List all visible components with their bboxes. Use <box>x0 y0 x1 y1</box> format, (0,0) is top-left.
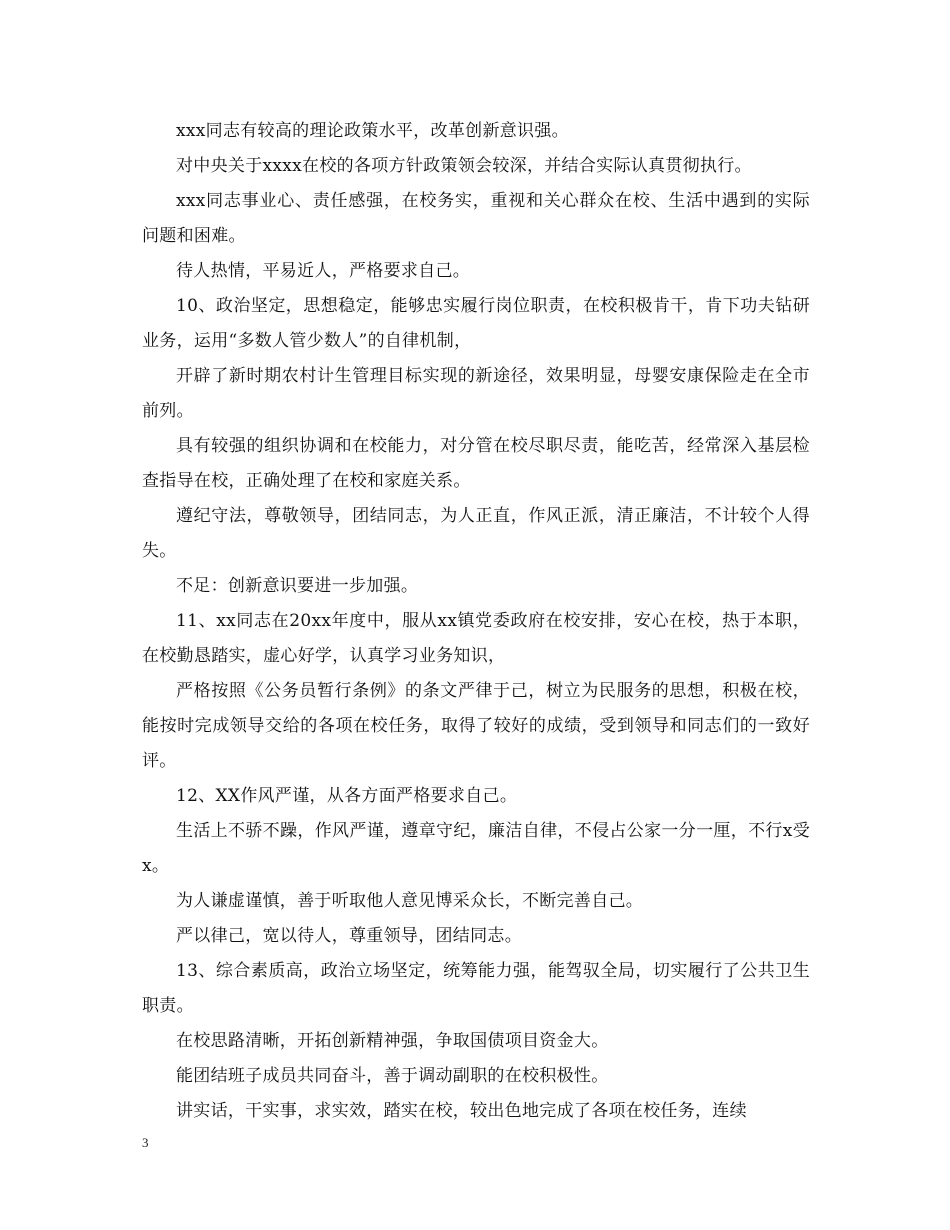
paragraph-9: 不足：创新意识要进一步加强。 <box>176 576 419 596</box>
paragraph-2: 对中央关于xxxx在校的各项方针政策领会较深，并结合实际认真贯彻执行。 <box>176 156 752 176</box>
paragraph-16: 13、综合素质高，政治立场坚定，统筹能力强，能驾驭全局，切实履行了公共卫生职责。 <box>142 961 810 1016</box>
paragraph-17: 在校思路清晰，开拓创新精神强，争取国债项目资金大。 <box>176 1031 609 1051</box>
paragraph-8: 遵纪守法，尊敬领导，团结同志，为人正直，作风正派，清正廉洁，不计较个人得失。 <box>142 506 810 561</box>
paragraph-13: 生活上不骄不躁，作风严谨，遵章守纪，廉洁自律，不侵占公家一分一厘，不行x受x。 <box>142 821 810 876</box>
paragraph-5: 10、政治坚定，思想稳定，能够忠实履行岗位职责，在校积极肯干，肯下功夫钻研业务，运用“多数人管少数人”的自律机制， <box>142 296 810 351</box>
paragraph-6: 开辟了新时期农村计生管理目标实现的新途径，效果明显，母婴安康保险走在全市前列。 <box>142 366 810 421</box>
paragraph-14: 为人谦虚谨慎，善于听取他人意见博采众长，不断完善自己。 <box>176 891 644 911</box>
paragraph-7: 具有较强的组织协调和在校能力，对分管在校尽职尽责，能吃苦，经常深入基层检查指导在校，正确处理了在校和家庭关系。 <box>142 436 810 491</box>
document-body <box>142 114 810 1129</box>
page-number: 3 <box>142 1135 149 1150</box>
paragraph-19: 讲实话，干实事，求实效，踏实在校，较出色地完成了各项在校任务，连续 <box>176 1101 747 1121</box>
paragraph-10: 11、xx同志在20xx年度中，服从xx镇党委政府在校安排，安心在校，热于本职，在校勤恳踏实，虚心好学，认真学习业务知识， <box>142 611 810 666</box>
paragraph-18: 能团结班子成员共同奋斗，善于调动副职的在校积极性。 <box>176 1066 609 1086</box>
paragraph-11: 严格按照《公务员暂行条例》的条文严律于己，树立为民服务的思想，积极在校，能按时完成领导交给的各项在校任务，取得了较好的成绩，受到领导和同志们的一致好评。 <box>142 681 810 771</box>
paragraph-15: 严以律己，宽以待人，尊重领导，团结同志。 <box>176 926 522 946</box>
paragraph-4: 待人热情，平易近人，严格要求自己。 <box>176 261 471 281</box>
paragraph-12: 12、XX作风严谨，从各方面严格要求自己。 <box>176 786 518 806</box>
paragraph-3: xxx同志事业心、责任感强，在校务实，重视和关心群众在校、生活中遇到的实际问题和困难。 <box>142 191 810 246</box>
paragraph-1: xxx同志有较高的理论政策水平，改革创新意识强。 <box>176 121 569 141</box>
